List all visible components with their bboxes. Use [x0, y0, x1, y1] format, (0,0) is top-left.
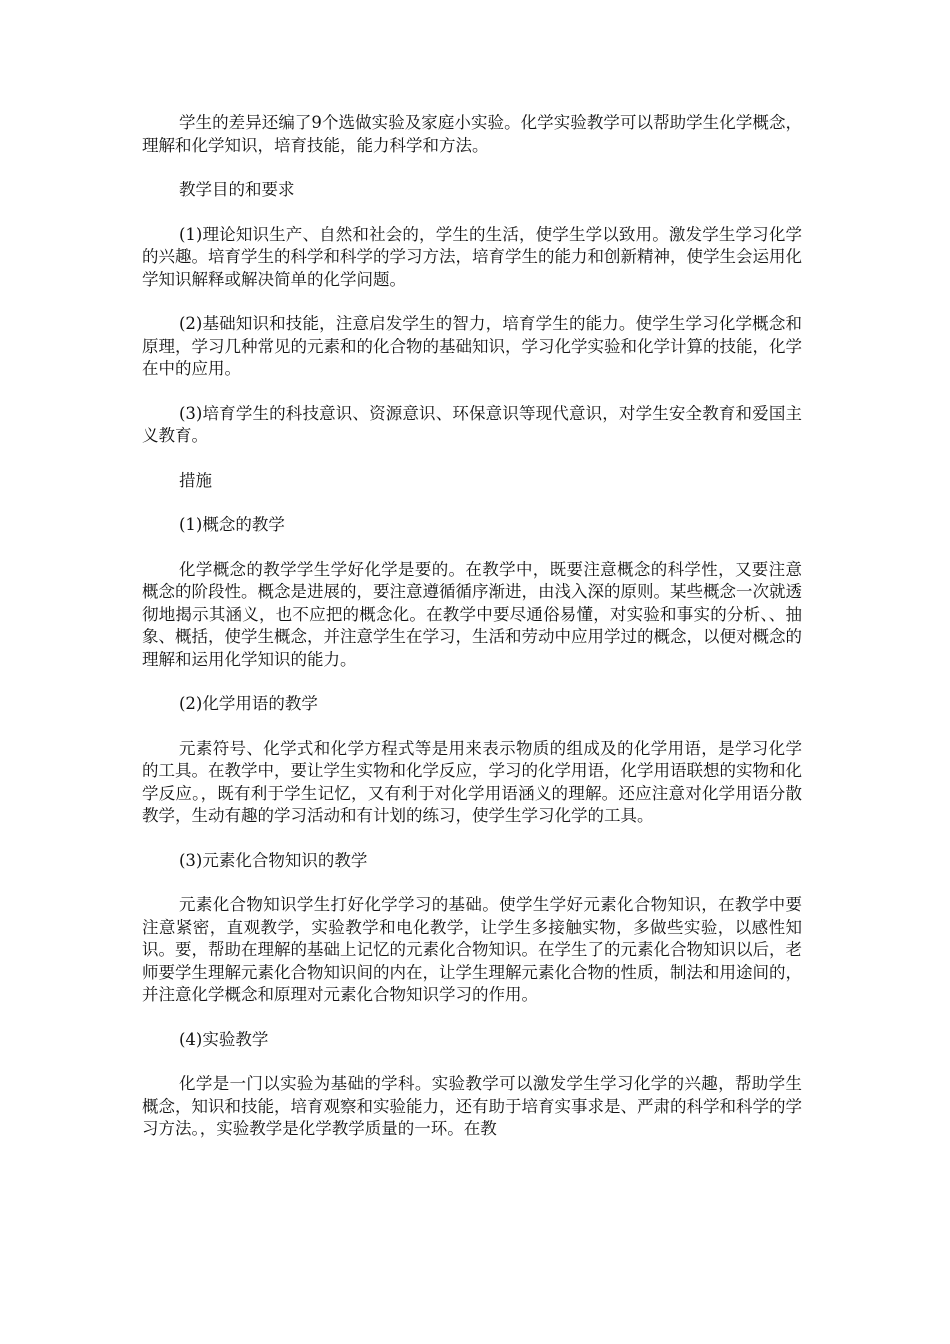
section-heading-measures: 措施 — [179, 470, 212, 490]
experiment-teaching-paragraph: 化学是一门以实验为基础的学科。实验教学可以激发学生学习化学的兴趣，帮助学生概念，知识和技能，培育观察和实验能力，还有助于培育实事求是、严肃的科学和科学的学习方法。，实验教学是化学教学质量的一环。在教 — [142, 1074, 802, 1138]
goal-paragraph-3: (3)培育学生的科技意识、资源意识、环保意识等现代意识，对学生安全教育和爱国主义教育。 — [142, 403, 802, 445]
document-body — [142, 112, 802, 1163]
intro-paragraph: 学生的差异还编了9个选做实验及家庭小实验。化学实验教学可以帮助学生化学概念，理解和化学知识，培育技能，能力科学和方法。 — [142, 113, 802, 155]
subheading-terminology-teaching: (2)化学用语的教学 — [179, 694, 318, 713]
compound-teaching-paragraph: 元素化合物知识学生打好化学学习的基础。使学生学好元素化合物知识，在教学中要注意紧密，直观教学，实验教学和电化教学，让学生多接触实物，多做些实验，以感性知识。要，帮助在理解的基础上记忆的元素化合物知识。在学生了的元素化合物知识以后，老师要学生理解元素化合物知识间的内在，让学生理解元素化合物的性质，制法和用途间的，并注意化学概念和原理对元素化合物知识学习的作用。 — [142, 895, 802, 1004]
concept-teaching-paragraph: 化学概念的教学学生学好化学是要的。在教学中，既要注意概念的科学性，又要注意概念的阶段性。概念是进展的，要注意遵循循序渐进，由浅入深的原则。某些概念一次就透彻地揭示其涵义，也不应把的概念化。在教学中要尽通俗易懂，对实验和事实的分析、、抽象、概括，使学生概念，并注意学生在学习，生活和劳动中应用学过的概念，以便对概念的理解和运用化学知识的能力。 — [142, 559, 802, 669]
section-heading-goals: 教学目的和要求 — [179, 180, 295, 199]
goal-paragraph-1: (1)理论知识生产、自然和社会的，学生的生活，使学生学以致用。激发学生学习化学的兴趣。培育学生的科学和科学的学习方法，培育学生的能力和创新精神，使学生会运用化学知识解释或解决简单的化学问题。 — [142, 224, 802, 289]
goal-paragraph-2: (2)基础知识和技能，注意启发学生的智力，培育学生的能力。使学生学习化学概念和原理，学习几种常见的元素和的化合物的基础知识，学习化学实验和化学计算的技能，化学在中的应用。 — [142, 314, 802, 378]
subheading-compound-teaching: (3)元素化合物知识的教学 — [179, 850, 368, 870]
terminology-teaching-paragraph: 元素符号、化学式和化学方程式等是用来表示物质的组成及的化学用语，是学习化学的工具。在教学中，要让学生实物和化学反应，学习的化学用语，化学用语联想的实物和化学反应。，既有利于学生记忆，又有利于对化学用语涵义的理解。还应注意对化学用语分散教学，生动有趣的学习活动和有计划的练习，使学生学习化学的工具。 — [142, 738, 802, 825]
subheading-experiment-teaching: (4)实验教学 — [179, 1029, 269, 1049]
subheading-concept-teaching: (1)概念的教学 — [179, 515, 285, 534]
